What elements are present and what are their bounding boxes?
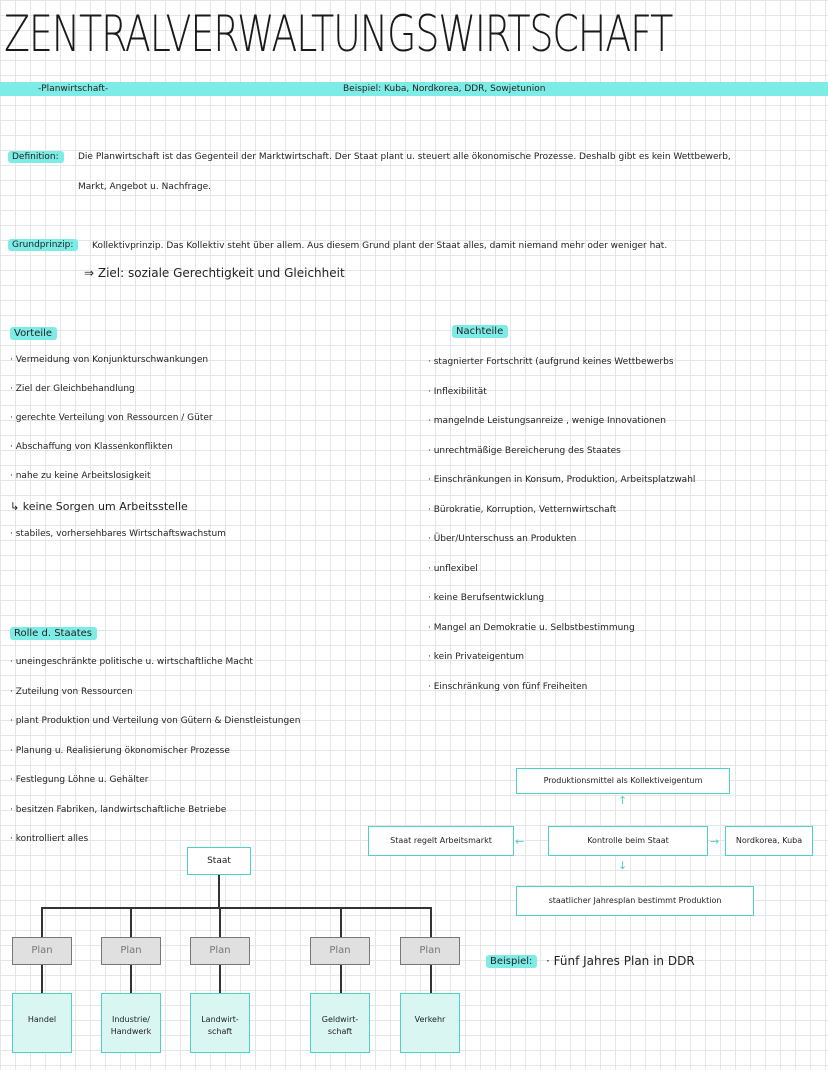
- jahresplan-box: staatlicher Jahresplan bestimmt Produktion: [516, 886, 754, 916]
- tree-connector: [218, 875, 220, 907]
- tree-connector: [130, 965, 132, 993]
- arrow-left-icon: ←: [515, 835, 525, 848]
- tree-connector: [41, 907, 43, 937]
- beispiel-label: Beispiel:: [486, 956, 537, 967]
- subtitle: -Planwirtschaft-: [38, 84, 109, 94]
- sector-box-geldwirtschaft: Geldwirt- schaft: [310, 993, 370, 1053]
- nachteile-list: [428, 357, 695, 711]
- kontrolle-box: Kontrolle beim Staat: [548, 826, 708, 856]
- list-item: · Zuteilung von Ressourcen: [10, 686, 133, 697]
- grundprinzip-line1: Kollektivprinzip. Das Kollektiv steht über allem. Aus diesem Grund plant der Staat alles, damit niemand mehr oder weniger hat.: [92, 241, 668, 251]
- tree-connector: [41, 965, 43, 993]
- list-item: · Mangel an Demokratie u. Selbstbestimmung: [428, 622, 635, 633]
- list-item: · stabiles, vorhersehbares Wirtschaftswachstum: [10, 529, 226, 539]
- list-item: · Planung u. Realisierung ökonomischer Prozesse: [10, 745, 230, 756]
- beispiel-text: · Fünf Jahres Plan in DDR: [546, 954, 695, 968]
- arrow-down-icon: ↓: [618, 859, 628, 872]
- tree-connector: [340, 965, 342, 993]
- list-item: · Einschränkungen in Konsum, Produktion, Arbeitsplatzwahl: [428, 475, 696, 485]
- tree-staat-box: Staat: [187, 847, 251, 875]
- rolle-list: [10, 657, 300, 864]
- list-item: · mangelnde Leistungsanreize , wenige Innovationen: [428, 416, 666, 426]
- page-title: ZENTRALVERWALTUNGSWIRTSCHAFT: [4, 5, 673, 63]
- plan-box: Plan: [190, 937, 250, 965]
- tree-connector: [41, 907, 431, 909]
- plan-box: Plan: [101, 937, 161, 965]
- list-item: · uneingeschränkte politische u. wirtschaftliche Macht: [10, 657, 253, 667]
- sector-box-verkehr: Verkehr: [400, 993, 460, 1053]
- nordkorea-box: Nordkorea, Kuba: [725, 826, 813, 856]
- tree-connector: [130, 907, 132, 937]
- header-examples: Beispiel: Kuba, Nordkorea, DDR, Sowjetunion: [343, 84, 546, 94]
- rolle-heading: Rolle d. Staates: [10, 628, 97, 639]
- arrow-up-icon: ↑: [618, 794, 628, 807]
- grundprinzip-label: Grundprinzip:: [8, 240, 78, 250]
- plan-box: Plan: [310, 937, 370, 965]
- list-item: · keine Berufsentwicklung: [428, 593, 545, 603]
- staat-regelt-box: Staat regelt Arbeitsmarkt: [368, 826, 514, 856]
- definition-line1: Die Planwirtschaft ist das Gegenteil der Marktwirtschaft. Der Staat plant u. steuert alle ökonomische Prozesse. Deshalb gibt es kein Wettbewerb,: [78, 152, 731, 162]
- list-item: · Festlegung Löhne u. Gehälter: [10, 775, 149, 785]
- plan-box: Plan: [400, 937, 460, 965]
- list-item: · kein Privateigentum: [428, 652, 525, 662]
- list-item: · unrechtmäßige Bereicherung des Staates: [428, 445, 621, 456]
- list-item: · kontrolliert alles: [10, 834, 89, 844]
- list-item: · Vermeidung von Konjunkturschwankungen: [10, 355, 209, 365]
- tree-connector: [430, 965, 432, 993]
- nachteile-heading: Nachteile: [452, 326, 508, 337]
- arrow-right-icon: →: [710, 835, 720, 848]
- tree-connector: [430, 907, 432, 937]
- vorteile-list: [10, 355, 226, 558]
- sector-box-handel: Handel: [12, 993, 72, 1053]
- plan-box: Plan: [12, 937, 72, 965]
- produktionsmittel-box: Produktionsmittel als Kollektiveigentum: [516, 768, 730, 794]
- list-item: · plant Produktion und Verteilung von Gütern & Dienstleistungen: [10, 716, 301, 726]
- tree-connector: [219, 907, 221, 937]
- list-item: · nahe zu keine Arbeitslosigkeit: [10, 471, 151, 481]
- grundprinzip-goal: ⇒ Ziel: soziale Gerechtigkeit und Gleichheit: [84, 266, 345, 280]
- list-item: · besitzen Fabriken, landwirtschaftliche Betriebe: [10, 804, 227, 815]
- list-item: · gerechte Verteilung von Ressourcen / Güter: [10, 413, 213, 423]
- list-item: · Über/Unterschuss an Produkten: [428, 534, 577, 544]
- list-item: ↳ keine Sorgen um Arbeitsstelle: [10, 500, 188, 513]
- list-item: · Einschränkung von fünf Freiheiten: [428, 681, 588, 692]
- list-item: · unflexibel: [428, 563, 478, 574]
- definition-line2: Markt, Angebot u. Nachfrage.: [78, 182, 211, 192]
- list-item: · Abschaffung von Klassenkonflikten: [10, 442, 173, 452]
- vorteile-heading: Vorteile: [10, 328, 57, 339]
- tree-connector: [340, 907, 342, 937]
- list-item: · stagnierter Fortschritt (aufgrund keines Wettbewerbs: [428, 357, 674, 367]
- sector-box-landwirtschaft: Landwirt- schaft: [190, 993, 250, 1053]
- tree-connector: [219, 965, 221, 993]
- sector-box-industrie: Industrie/ Handwerk: [101, 993, 161, 1053]
- list-item: · Bürokratie, Korruption, Vetternwirtschaft: [428, 504, 617, 515]
- list-item: · Inflexibilität: [428, 386, 487, 397]
- list-item: · Ziel der Gleichbehandlung: [10, 384, 135, 394]
- definition-label: Definition:: [8, 152, 64, 162]
